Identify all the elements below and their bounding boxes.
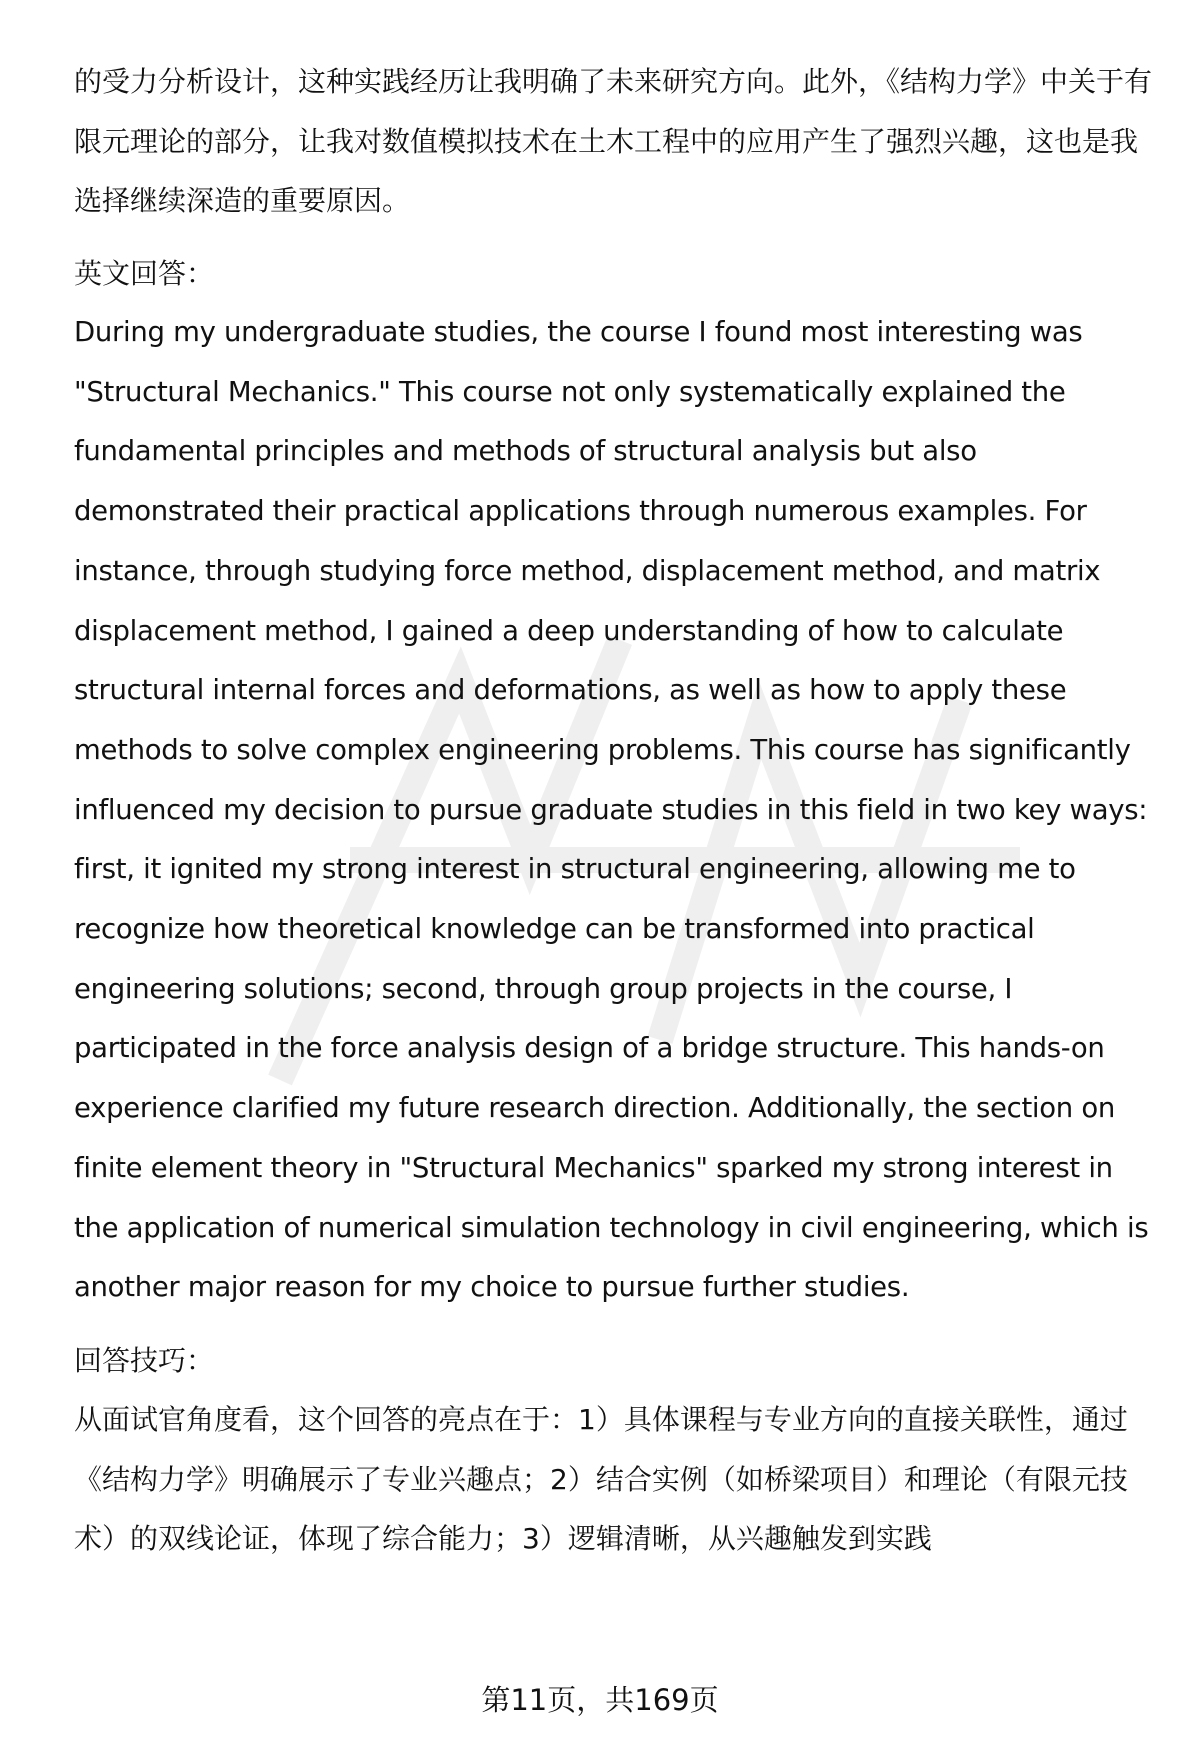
page-content	[74, 52, 1159, 1569]
english-answer-heading: 英文回答：	[74, 256, 215, 290]
intro-paragraph: 的受力分析设计，这种实践经历让我明确了未来研究方向。此外，《结构力学》中关于有限元理论的部分，让我对数值模拟技术在土木工程中的应用产生了强烈兴趣，这也是我选择继续深造的重要原因。	[74, 65, 1153, 217]
tips-heading: 回答技巧：	[74, 1343, 215, 1377]
tips-paragraph: 从面试官角度看，这个回答的亮点在于：1）具体课程与专业方向的直接关联性，通过《结构力学》明确展示了专业兴趣点；2）结合实例（如桥梁项目）和理论（有限元技术）的双线论证，体现了综合能力；3）逻辑清晰，从兴趣触发到实践	[74, 1403, 1128, 1556]
english-answer-paragraph: During my undergraduate studies, the course I found most interesting was "Structural Mechanics." This course not only systematically explained the fundamental principles and methods of structural analysis but also demonstrated their practical applications through numerous examples. For instance, through studying force method, displacement method, and matrix displacement method, I gained a deep understanding of how to calculate structural internal forces and deformations, as well as how to apply these methods to solve complex engineering problems. This course has significantly influenced my decision to pursue graduate studies in this field in two key ways: first, it ignited my strong interest in structural engineering, allowing me to recognize how theoretical knowledge can be transformed into practical engineering solutions; second, through group projects in the course, I participated in the force analysis design of a bridge structure. This hands-on experience clarified my future research direction. Additionally, the section on finite element theory in "Structural Mechanics" sparked my strong interest in the application of numerical simulation technology in civil engineering, which is another major reason for my choice to pursue further studies.	[74, 316, 1149, 1304]
page-number-footer: 第11页，共169页	[481, 1683, 719, 1717]
